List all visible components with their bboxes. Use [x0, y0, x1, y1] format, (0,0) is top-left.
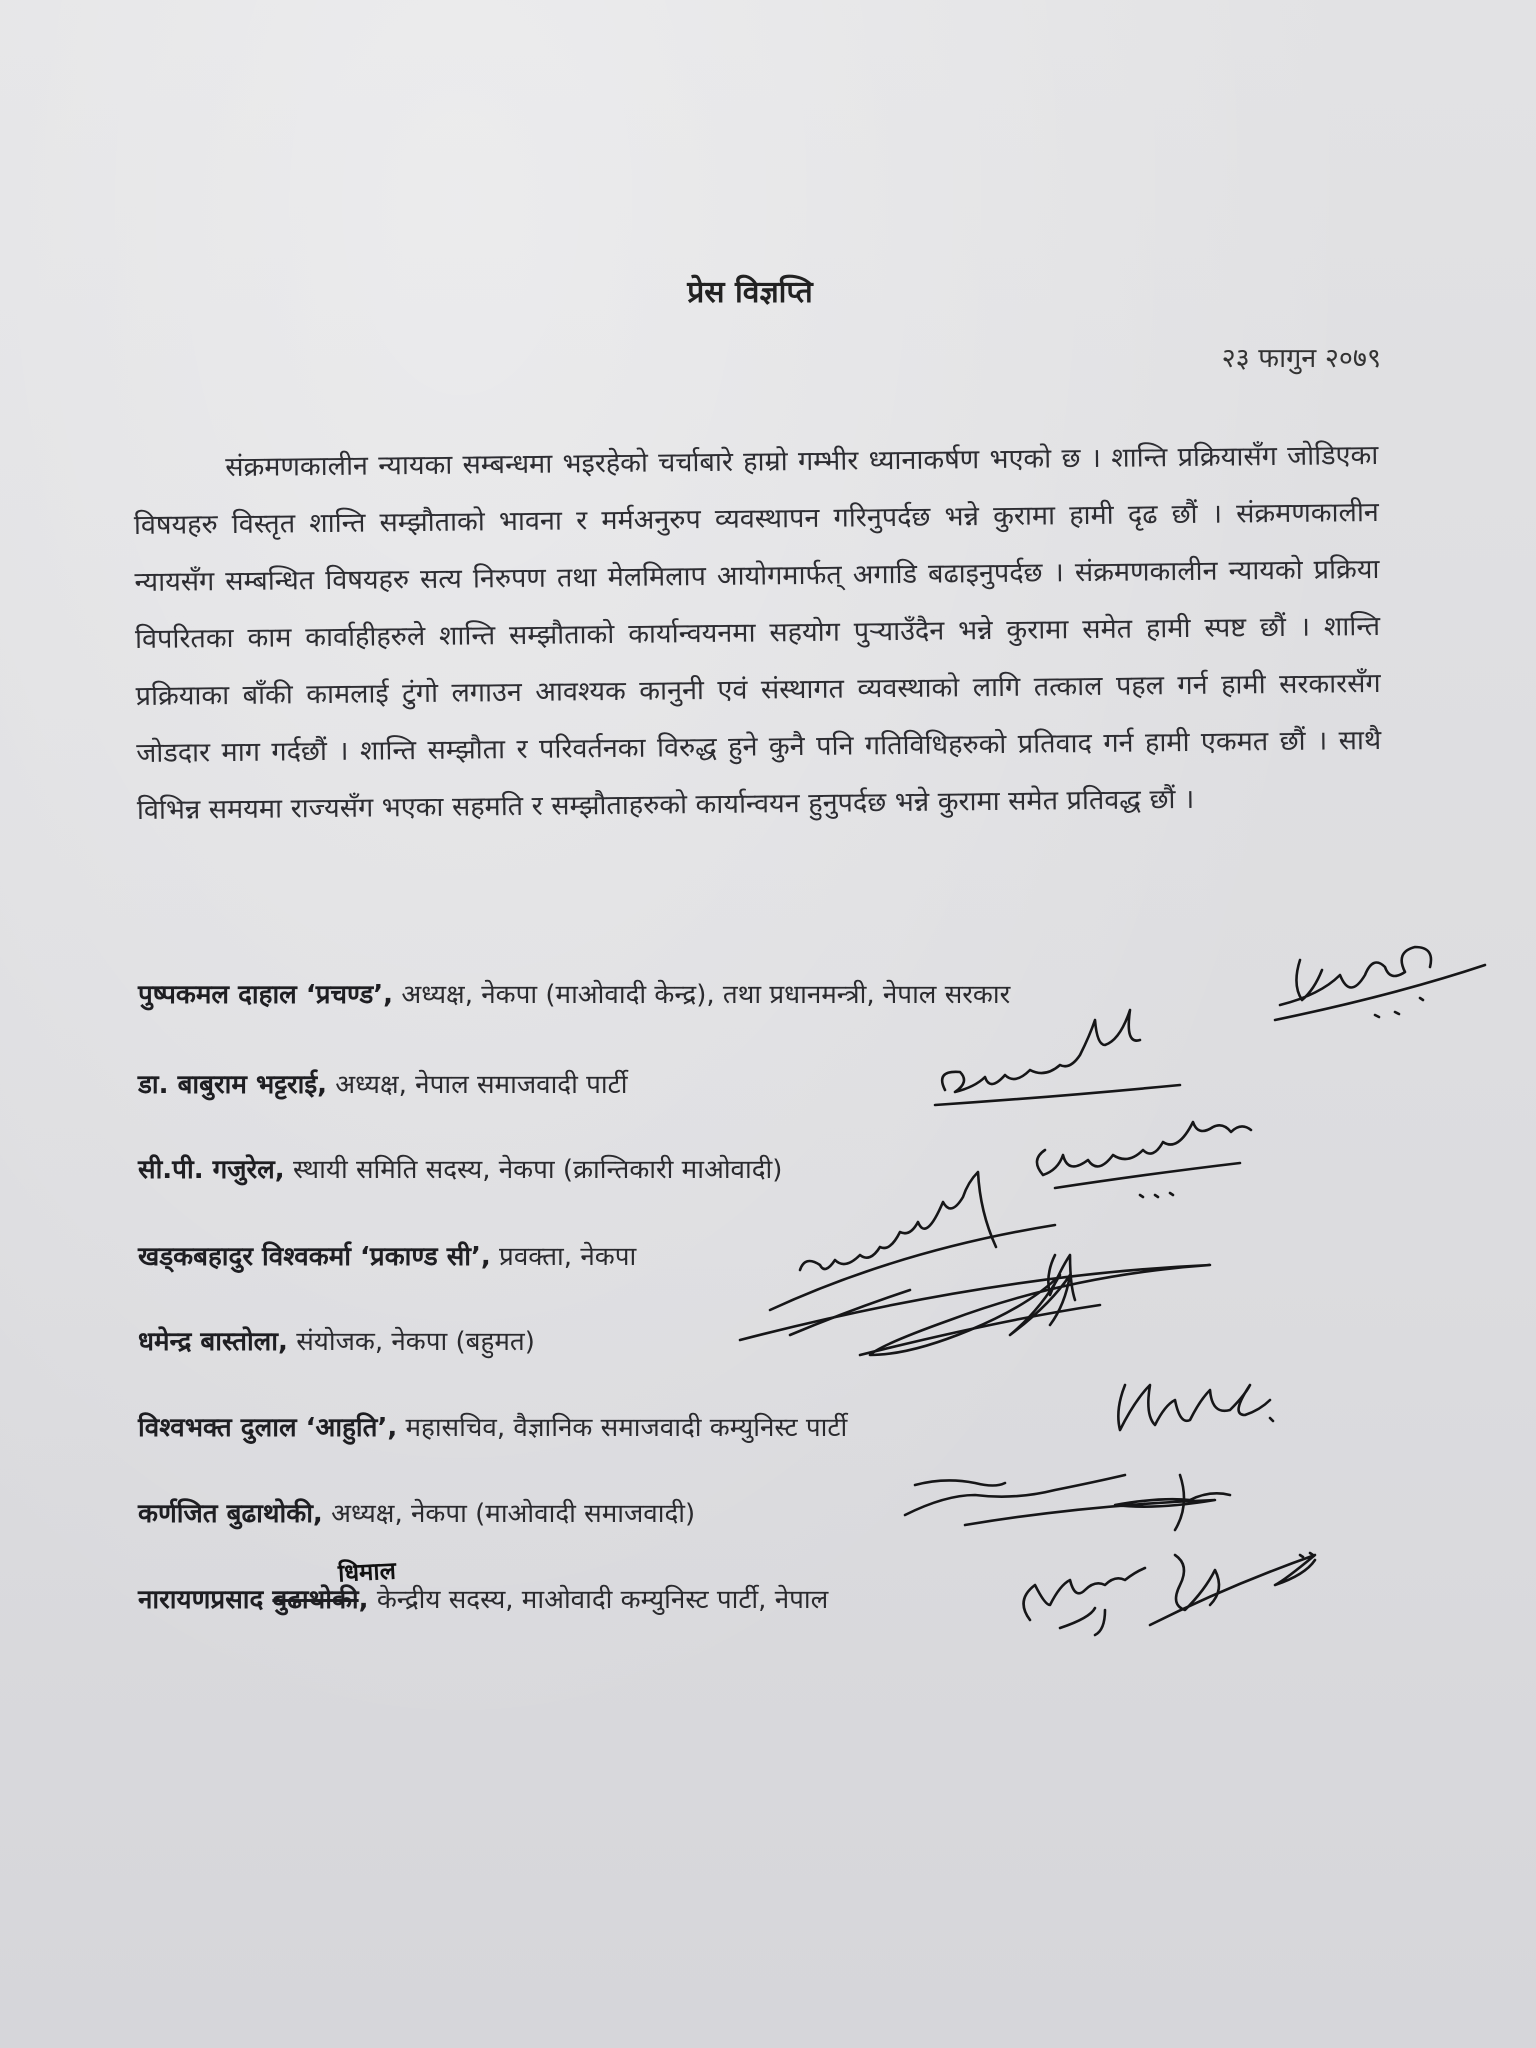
signatory-name: खड्कबहादुर विश्वकर्मा ‘प्रकाण्ड सी’, [138, 1242, 491, 1272]
signatory-name: डा. बाबुराम भट्टराई, [138, 1070, 327, 1100]
signatory-row [138, 1580, 828, 1616]
signatory-name: धमेन्द्र बास्तोला, [138, 1327, 288, 1357]
signatory-role: अध्यक्ष, नेकपा (माओवादी समाजवादी) [331, 1499, 696, 1529]
signature-gajurel [1037, 1122, 1251, 1197]
signatory-role: स्थायी समिति सदस्य, नेकपा (क्रान्तिकारी माओवादी) [292, 1155, 783, 1185]
signatory-name: कर्णजित बुढाथोकी, [138, 1499, 323, 1529]
signatory-role: संयोजक, नेकपा (बहुमत) [296, 1327, 535, 1357]
signatory-name: पुष्पकमल दाहाल ‘प्रचण्ड’, [138, 980, 394, 1010]
document-title: प्रेस विज्ञप्ति [687, 275, 813, 310]
signatory-name: विश्वभक्त दुलाल ‘आहुति’, [138, 1413, 398, 1443]
signatory-role: केन्द्रीय सदस्य, माओवादी कम्युनिस्ट पार्टी, नेपाल [376, 1585, 829, 1615]
signature-prachanda [1275, 947, 1485, 1020]
signatory-role: प्रवक्ता, नेकपा [499, 1242, 637, 1272]
body-paragraph: संक्रमणकालीन न्यायका सम्बन्धमा भइरहेको चर्चाबारे हाम्रो गम्भीर ध्यानाकर्षण भएको छ । शान्ति प्रक्रियासँग जोडिएका विषयहरु विस्तृत शान्ति सम्झौताको भावना र मर्मअनुरुप व्यवस्थापन गरिनुपर्दछ भन्ने कुरामा हामी दृढ छौं । संक्रमणकालीन न्यायसँग सम्बन्धित विषयहरु सत्य निरुपण तथा मेलमिलाप आयोगमार्फत् अगाडि बढाइनुपर्दछ । संक्रमणकालीन न्यायको प्रक्रिया विपरितका काम कार्वाहीहरुले शान्ति सम्झौताको कार्यान्वयनमा सहयोग पुऱ्याउँदैन भन्ने कुरामा समेत हामी स्पष्ट छौं । शान्ति प्रक्रियाका बाँकी कामलाई टुंगो लगाउन आवश्यक कानुनी एवं संस्थागत व्यवस्थाको लागि तत्काल पहल गर्न हामी सरकारसँग जोडदार माग गर्दछौं । शान्ति सम्झौता र परिवर्तनका विरुद्ध हुने कुनै पनि गतिविधिहरुको प्रतिवाद गर्न हामी एकमत छौं । साथै विभिन्न समयमा राज्यसँग भएका सहमति र सम्झौताहरुको कार्यान्वयन हुनुपर्दछ भन्ने कुरामा समेत प्रतिवद्ध छौं । [133, 439, 1382, 826]
signature-ahuti [1118, 1385, 1273, 1430]
signature-prakanda [770, 1172, 1055, 1335]
signatory-role: अध्यक्ष, नेकपा (माओवादी केन्द्र), तथा प्रधानमन्त्री, नेपाल सरकार [401, 980, 1011, 1010]
signatory-row [138, 975, 1010, 1011]
signatory-row [138, 1065, 627, 1101]
signatory-row [138, 1408, 847, 1444]
signature-budhathoki [905, 1475, 1230, 1530]
signatory-role: महासचिव, वैज्ञानिक समाजवादी कम्युनिस्ट पार्टी [405, 1413, 848, 1443]
signatory-row [138, 1237, 636, 1273]
signature-baburam [935, 1010, 1180, 1105]
signatory-row [138, 1322, 535, 1358]
signatory-name: नारायणप्रसाद [138, 1585, 273, 1615]
struck-surname: बुढाथोकी [272, 1585, 359, 1615]
signature-bastola [740, 1255, 1210, 1355]
handwritten-correction: धिमाल [337, 1556, 397, 1588]
signatory-row [138, 1150, 782, 1186]
signatory-name: सी.पी. गजुरेल, [138, 1155, 285, 1185]
name-comma: , [358, 1585, 369, 1615]
signatory-row [138, 1494, 695, 1530]
signatory-role: अध्यक्ष, नेपाल समाजवादी पार्टी [335, 1070, 628, 1100]
document-date: २३ फागुन २०७९ [1221, 343, 1381, 374]
signature-narayan [1024, 1553, 1315, 1635]
